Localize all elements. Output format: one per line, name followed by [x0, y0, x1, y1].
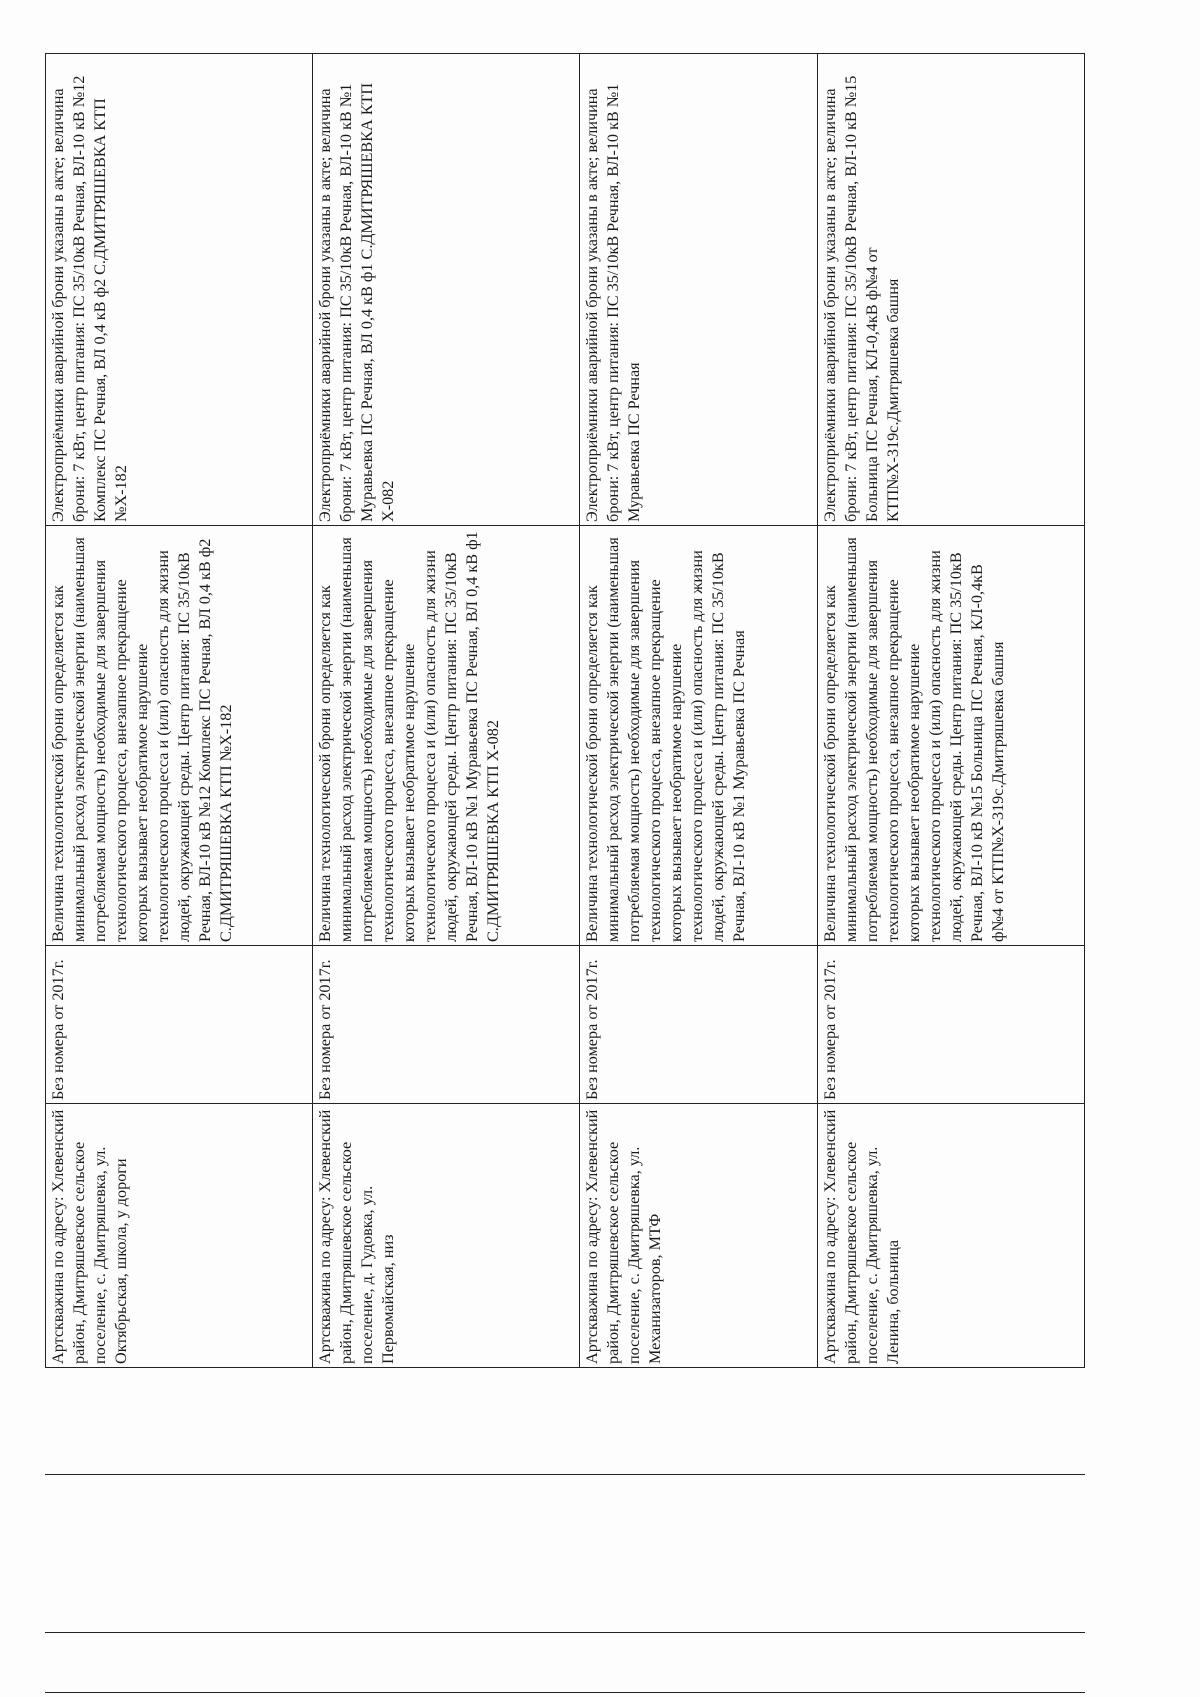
tech-reserve-cell: Величина технологической брони определяется как минимальный расход электрической энергии (наименьшая потребляемая мощность) необходимые для завершения технологического процесса, внезапное прекращение которых вызывает необратимое нарушение технологического процесса и (или) опасность для жизни людей, окружающей среды. Центр питания: ПС 35/10кВ Речная, ВЛ-10 кВ №12 Комплекс ПС Речная, ВЛ 0,4 кВ ф2 С.ДМИТРЯШЕВКА КТП №Х-182 [46, 526, 313, 946]
object-cell: Артскважина по адресу: Хлевенский район, Дмитряшевское сельское поселение, д. Гудовка, ул. Первомайская, низ [312, 1104, 579, 1368]
table-row [46, 54, 313, 1368]
emergency-reserve-cell: Электроприёмники аварийной брони указаны в акте; величина брони: 7 кВт, центр питания: ПС 35/10кВ Речная, ВЛ-10 кВ №12 Комплекс ПС Речная, ВЛ 0,4 кВ ф2 С.ДМИТРЯШЕВКА КТП №Х-182 [46, 54, 313, 526]
act-cell: Без номера от 2017г. [46, 946, 313, 1104]
table-row [818, 54, 1085, 1368]
table-row [312, 54, 579, 1368]
object-cell: Артскважина по адресу: Хлевенский район, Дмитряшевское сельское поселение, с. Дмитряшевка, ул. Механизаторов, МТФ [579, 1104, 817, 1368]
rotated-table-container [45, 54, 1085, 1368]
object-cell: Артскважина по адресу: Хлевенский район, Дмитряшевское сельское поселение, с. Дмитряшевка, ул. Ленина, больница [818, 1104, 1085, 1368]
tech-reserve-cell: Величина технологической брони определяется как минимальный расход электрической энергии (наименьшая потребляемая мощность) необходимые для завершения технологического процесса, внезапное прекращение которых вызывает необратимое нарушение технологического процесса и (или) опасность для жизни людей, окружающей среды. Центр питания: ПС 35/10кВ Речная, ВЛ-10 кВ №15 Больница ПС Речная, КЛ-0,4кВ ф№4 от КТП№Х-319с.Дмитряшевка башня [818, 526, 1085, 946]
act-cell: Без номера от 2017г. [312, 946, 579, 1104]
emergency-reserve-cell: Электроприёмники аварийной брони указаны в акте; величина брони: 7 кВт, центр питания: ПС 35/10кВ Речная, ВЛ-10 кВ №15 Больница ПС Речная, КЛ-0,4кВ ф№4 от КТП№Х-319с.Дмитряшевка башня [818, 54, 1085, 526]
divider-line [45, 1632, 1085, 1633]
act-cell: Без номера от 2017г. [818, 946, 1085, 1104]
emergency-reserve-cell: Электроприёмники аварийной брони указаны в акте; величина брони: 7 кВт, центр питания: ПС 35/10кВ Речная, ВЛ-10 кВ №1 Муравьевка ПС Речная, ВЛ 0,4 кВ ф1 С.ДМИТРЯШЕВКА КТП Х-082 [312, 54, 579, 526]
divider-line [45, 1474, 1085, 1475]
reserve-table [45, 53, 1085, 1368]
object-cell: Артскважина по адресу: Хлевенский район, Дмитряшевское сельское поселение, с. Дмитряшевка, ул. Октябрьская, школа, у дороги [46, 1104, 313, 1368]
tech-reserve-cell: Величина технологической брони определяется как минимальный расход электрической энергии (наименьшая потребляемая мощность) необходимые для завершения технологического процесса, внезапное прекращение которых вызывает необратимое нарушение технологического процесса и (или) опасность для жизни людей, окружающей среды. Центр питания: ПС 35/10кВ Речная, ВЛ-10 кВ №1 Муравьевка ПС Речная [579, 526, 817, 946]
emergency-reserve-cell: Электроприёмники аварийной брони указаны в акте; величина брони: 7 кВт, центр питания: ПС 35/10кВ Речная, ВЛ-10 кВ №1 Муравьевка ПС Речная [579, 54, 817, 526]
tech-reserve-cell: Величина технологической брони определяется как минимальный расход электрической энергии (наименьшая потребляемая мощность) необходимые для завершения технологического процесса, внезапное прекращение которых вызывает необратимое нарушение технологического процесса и (или) опасность для жизни людей, окружающей среды. Центр питания: ПС 35/10кВ Речная, ВЛ-10 кВ №1 Муравьевка ПС Речная, ВЛ 0,4 кВ ф1 С.ДМИТРЯШЕВКА КТП Х-082 [312, 526, 579, 946]
divider-line [45, 1692, 1085, 1693]
act-cell: Без номера от 2017г. [579, 946, 817, 1104]
table-row [579, 54, 817, 1368]
